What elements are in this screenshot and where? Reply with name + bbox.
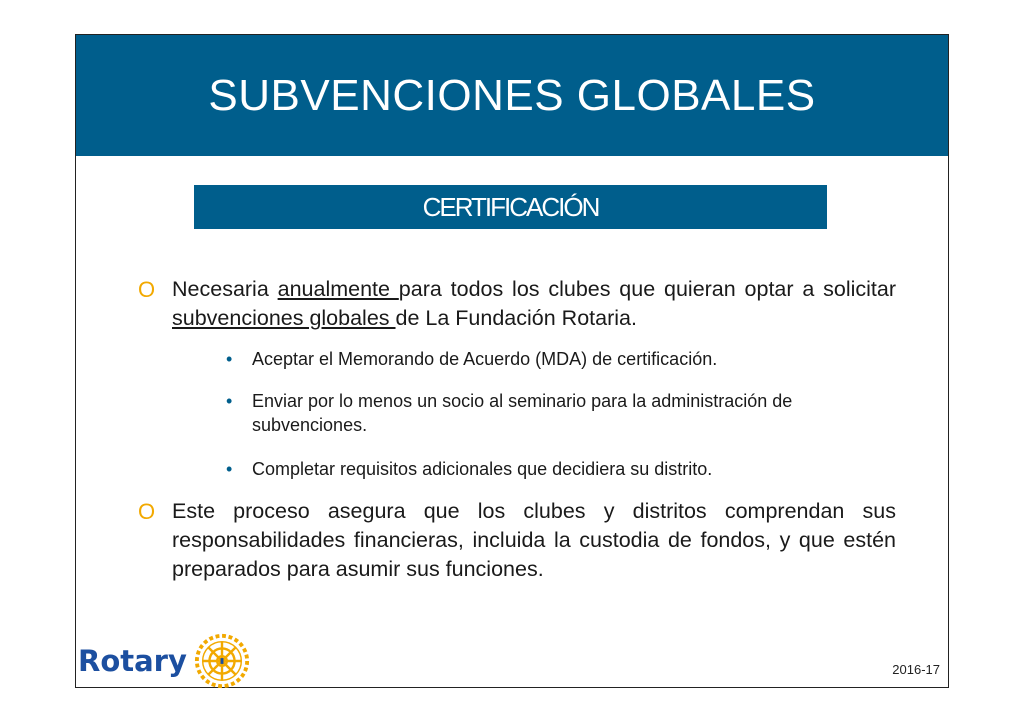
bullet-text: para todos los clubes que quieran optar a solicitar <box>398 277 897 301</box>
sub-bullet-text: Completar requisitos adicionales que decidiera su distrito. <box>252 459 713 479</box>
sub-bullet-item <box>226 347 886 371</box>
rotary-logo <box>78 632 251 690</box>
sub-bullet-marker: • <box>226 349 233 369</box>
bullet-marker: O <box>138 499 156 524</box>
bullet-item <box>138 275 896 333</box>
rotary-wheel-icon <box>193 632 251 690</box>
sub-bullet-marker: • <box>226 391 233 411</box>
page-title: SUBVENCIONES GLOBALES <box>208 70 816 120</box>
sub-bullet-marker: • <box>226 459 233 479</box>
bullet-item <box>138 497 896 584</box>
bullet-marker: O <box>138 277 156 302</box>
bullet-text: de La Fundación Rotaria. <box>395 306 637 330</box>
bullet-text: Necesaria <box>172 277 278 301</box>
year-label: 2016-17 <box>892 662 940 677</box>
slide <box>75 34 949 688</box>
sub-bullet-text: Aceptar el Memorando de Acuerdo (MDA) de certificación. <box>252 349 718 369</box>
logo-wordmark: Rotary <box>78 644 187 678</box>
bullet-text-underlined: anualmente <box>277 277 399 301</box>
sub-bullet-item <box>226 389 886 437</box>
bullet-text: Este proceso asegura que los clubes y distritos comprendan sus responsabilidades financieras, incluida la custodia de fondos, y que estén preparados para asumir sus funciones. <box>172 499 896 581</box>
section-title: CERTIFICACIÓN <box>422 191 599 222</box>
sub-bullet-item <box>226 457 886 481</box>
sub-bullet-text: Enviar por lo menos un socio al seminario para la administración de subvenciones. <box>252 391 793 435</box>
bullet-text-underlined: subvenciones globales <box>172 306 396 330</box>
content-area <box>76 35 948 687</box>
